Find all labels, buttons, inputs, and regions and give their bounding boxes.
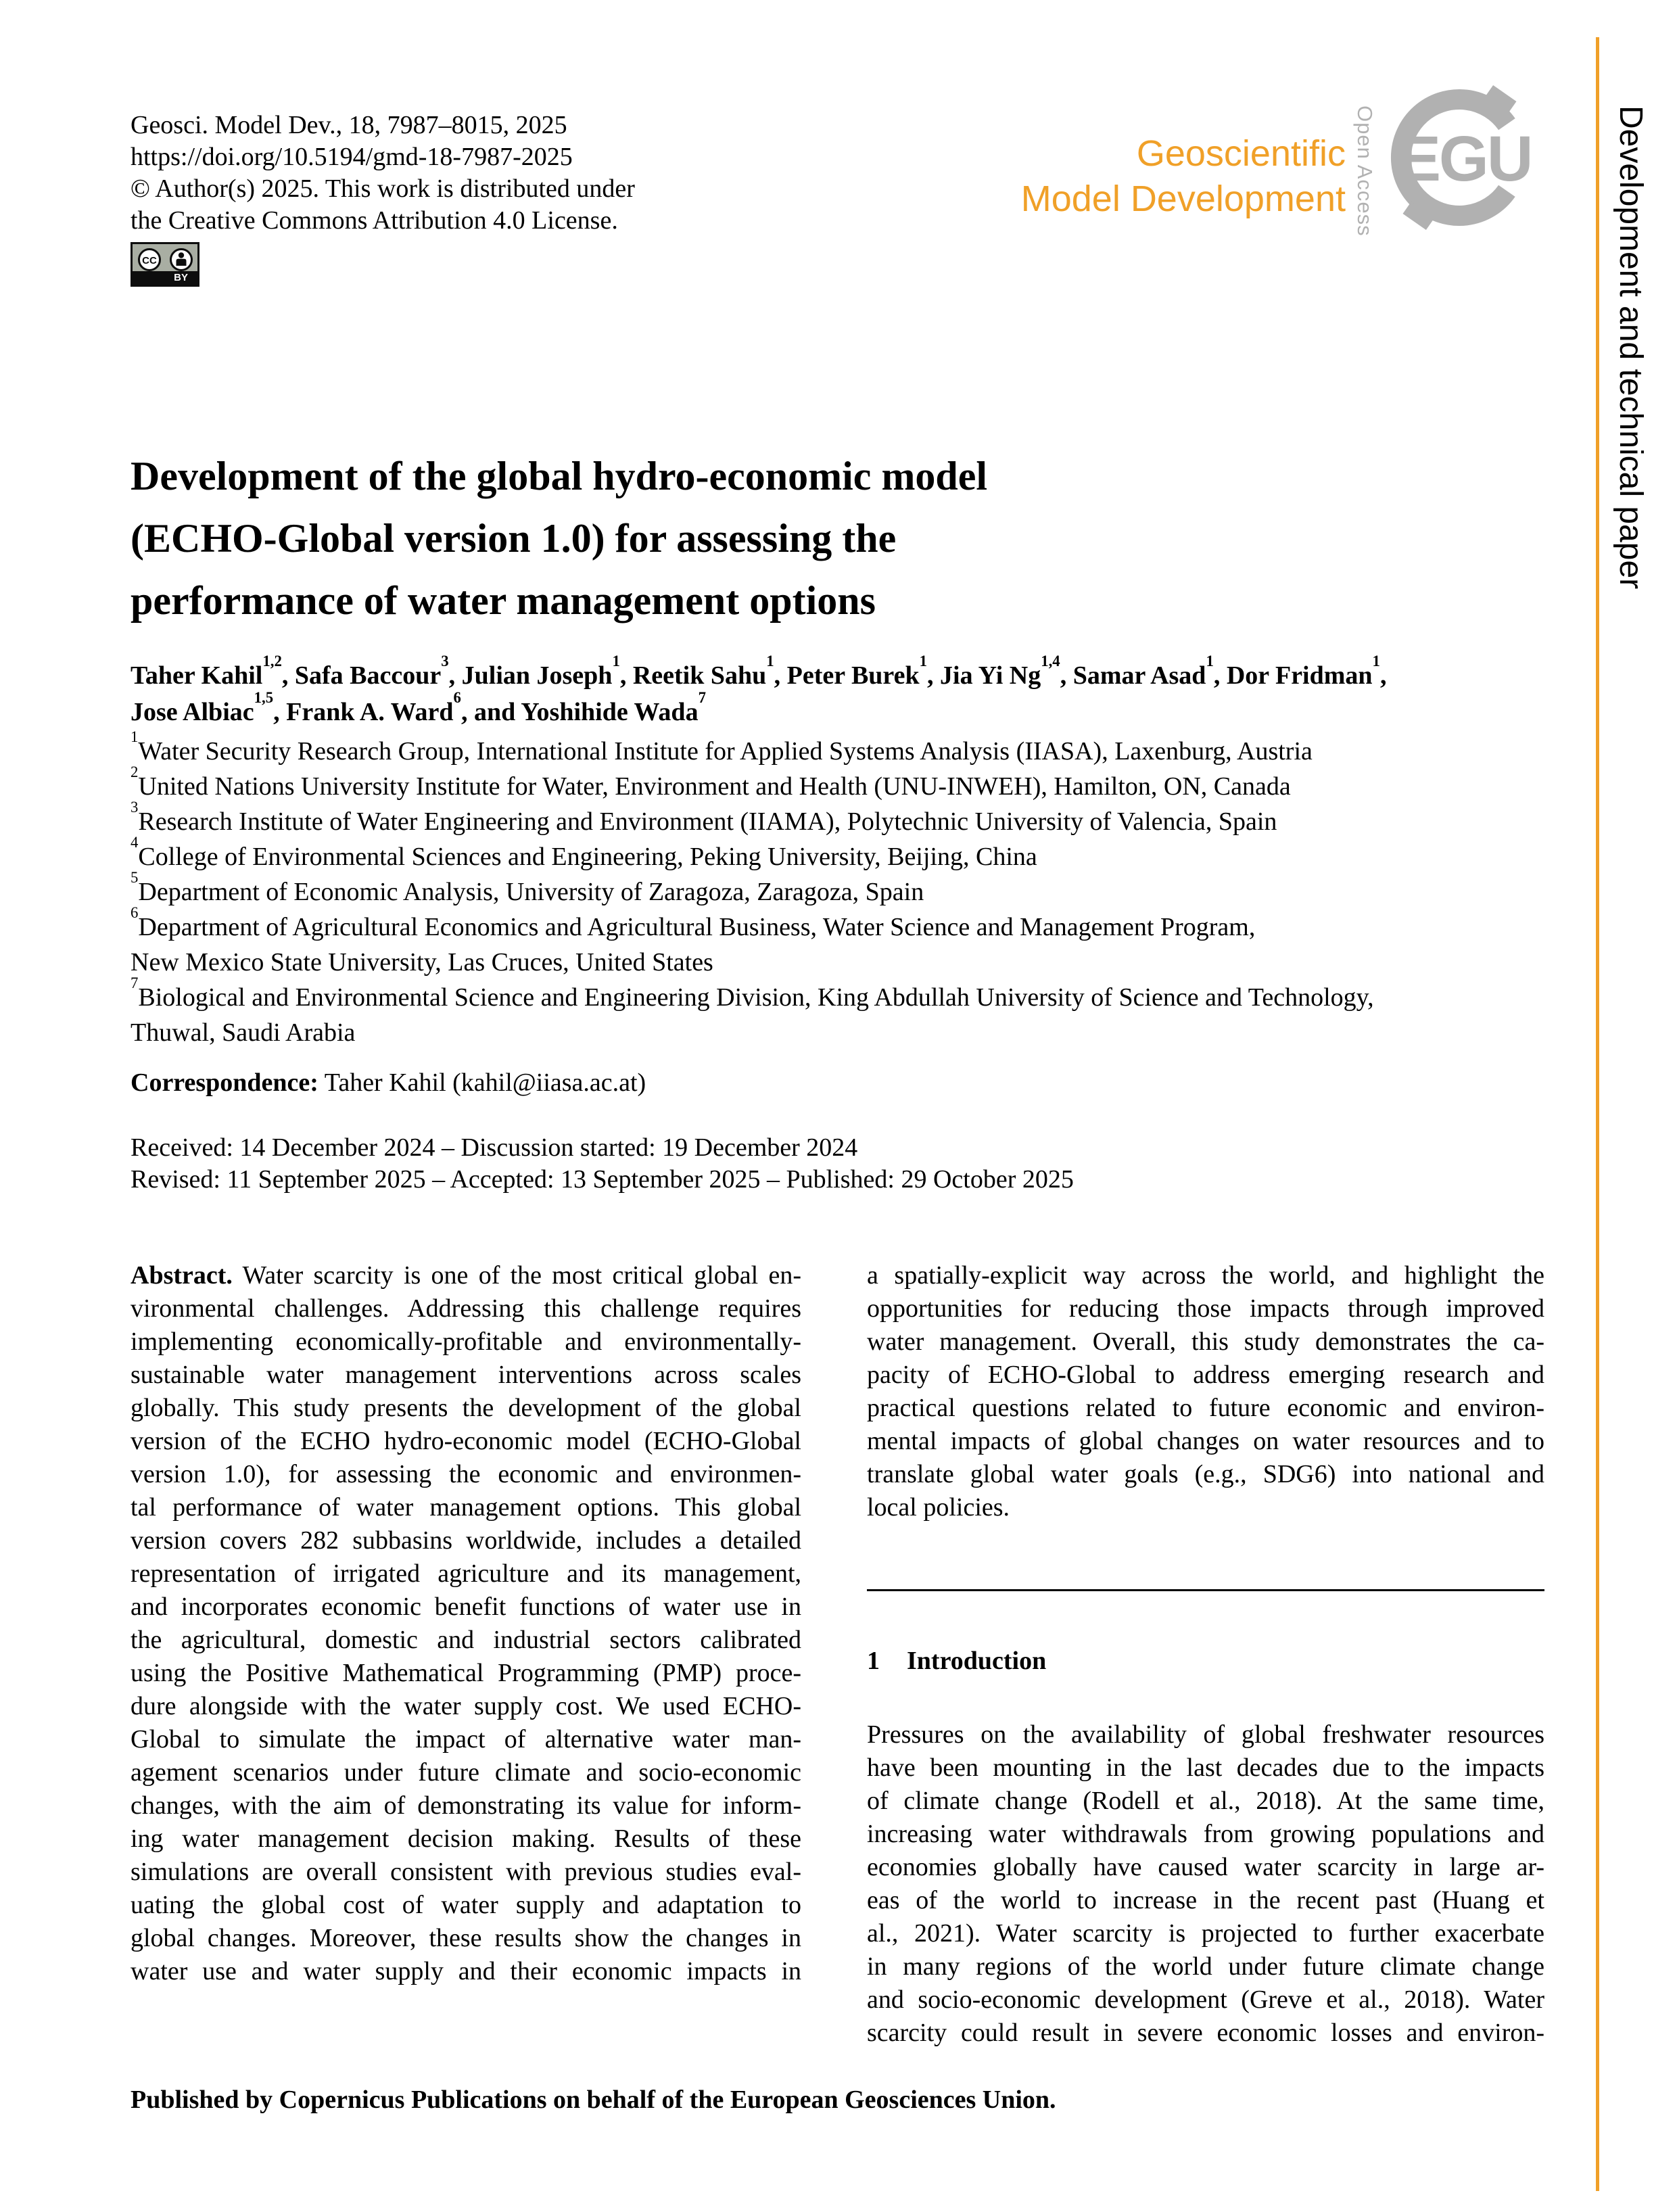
journal-masthead [602, 131, 1346, 222]
section-divider [867, 1589, 1544, 1591]
text-line: globally. This study presents the development of the global [131, 1394, 801, 1422]
text-line: version of the ECHO hydro-economic model (ECHO-Global [131, 1427, 801, 1455]
text-line: and incorporates economic benefit functions of water use in [131, 1593, 801, 1621]
correspondence-label: Correspondence: [131, 1068, 318, 1097]
text-line: representation of irrigated agriculture and its management, [131, 1559, 801, 1588]
text-line: Abstract. Water scarcity is one of the most critical global en- [131, 1261, 801, 1290]
text-line: New Mexico State University, Las Cruces, United States [131, 948, 713, 976]
text-line: local policies. [867, 1493, 1010, 1522]
publisher-footer: Published by Copernicus Publications on behalf of the European Geosciences Union. [131, 2086, 1056, 2114]
text-line: ing water management decision making. Results of these [131, 1825, 801, 1853]
text-line: a spatially-explicit way across the world, and highlight the [867, 1261, 1544, 1290]
text-line: scarcity could result in severe economic losses and environ- [867, 2019, 1544, 2047]
title-line: Development of the global hydro-economic model [131, 454, 988, 498]
text-line: Pressures on the availability of global freshwater resources [867, 1720, 1544, 1749]
copyright-line: © Author(s) 2025. This work is distributed under [131, 174, 635, 203]
introduction-text-column [867, 1718, 1544, 2050]
author-line: Jose Albiac$^{1,5}$, Frank A. Ward$^6$, and Yoshihide Wada$^7$ [131, 688, 706, 726]
cc-by-license-badge[interactable] [131, 242, 199, 287]
affiliations [131, 728, 1584, 1050]
received-line: Received: 14 December 2024 – Discussion started: 19 December 2024 [131, 1133, 858, 1162]
text-line: al., 2021). Water scarcity is projected to further exacerbate [867, 1919, 1544, 1948]
section-number: 1 [867, 1647, 880, 1675]
text-line: of climate change (Rodell et al., 2018). At the same time, [867, 1787, 1544, 1815]
section-title: Introduction [907, 1647, 1047, 1675]
citation-block [131, 110, 635, 237]
text-line: $^3$Research Institute of Water Engineering and Environment (IIAMA), Polytechnic University of Valencia, Spain [131, 798, 1277, 836]
text-line: $^1$Water Security Research Group, International Institute for Applied Systems Analysis (IIASA), Laxenburg, Austria [131, 728, 1313, 766]
text-line: practical questions related to future economic and environ- [867, 1394, 1544, 1422]
journal-citation: Geosci. Model Dev., 18, 7987–8015, 2025 [131, 111, 567, 139]
text-line: have been mounting in the last decades due to the impacts [867, 1754, 1544, 1782]
text-line: increasing water withdrawals from growing populations and [867, 1820, 1544, 1848]
text-line: global changes. Moreover, these results show the changes in [131, 1924, 801, 1952]
text-line: version covers 282 subbasins worldwide, includes a detailed [131, 1526, 801, 1555]
text-line: $^5$Department of Economic Analysis, University of Zaragoza, Zaragoza, Spain [131, 868, 924, 906]
text-line: and socio-economic development (Greve et al., 2018). Water [867, 1985, 1544, 2014]
author-list [131, 652, 1584, 730]
paper-title [131, 445, 1551, 632]
text-line: $^4$College of Environmental Sciences and Engineering, Peking University, Beijing, China [131, 833, 1037, 871]
text-line: uating the global cost of water supply and adaptation to [131, 1891, 801, 1919]
license-line: the Creative Commons Attribution 4.0 License. [131, 206, 618, 235]
text-line: $^6$Department of Agricultural Economics and Agricultural Business, Water Science and Management Program, [131, 903, 1256, 941]
title-line: (ECHO-Global version 1.0) for assessing the [131, 516, 897, 561]
text-line: water use and water supply and their economic impacts in [131, 1957, 801, 1985]
paper-type-side-label: Development and technical paper [1613, 105, 1649, 590]
text-line: eas of the world to increase in the recent past (Huang et [867, 1886, 1544, 1914]
revised-line: Revised: 11 September 2025 – Accepted: 13 September 2025 – Published: 29 October 2025 [131, 1165, 1074, 1194]
article-dates [131, 1132, 1584, 1196]
text-line: using the Positive Mathematical Programming (PMP) proce- [131, 1659, 801, 1687]
text-line: in many regions of the world under future climate change [867, 1952, 1544, 1981]
text-line: Thuwal, Saudi Arabia [131, 1018, 356, 1047]
text-line: mental impacts of global changes on water resources and to [867, 1427, 1544, 1455]
text-line: Global to simulate the impact of alternative water man- [131, 1725, 801, 1754]
journal-name-line2: Model Development [1020, 179, 1346, 219]
text-line: sustainable water management interventions across scales [131, 1361, 801, 1389]
by-label: BY [133, 271, 197, 285]
text-line: changes, with the aim of demonstrating its value for inform- [131, 1791, 801, 1820]
text-line: simulations are overall consistent with previous studies eval- [131, 1858, 801, 1886]
abstract-left-column [131, 1259, 801, 1988]
egu-logo-text: EGU [1398, 123, 1532, 195]
text-line: opportunities for reducing those impacts through improved [867, 1294, 1544, 1323]
correspondence-email[interactable]: Taher Kahil (kahil@iiasa.ac.at) [324, 1068, 646, 1097]
text-line: pacity of ECHO-Global to address emerging research and [867, 1361, 1544, 1389]
text-line: $^2$United Nations University Institute for Water, Environment and Health (UNU-INWEH), Hamilton, ON, Canada [131, 763, 1291, 801]
text-line: vironmental challenges. Addressing this challenge requires [131, 1294, 801, 1323]
text-line: tal performance of water management options. This global [131, 1493, 801, 1522]
text-line: translate global water goals (e.g., SDG6) into national and [867, 1460, 1544, 1488]
open-access-label: Open Access [1353, 105, 1377, 237]
svg-text:CC: CC [142, 255, 157, 266]
text-line: agement scenarios under future climate and socio-economic [131, 1758, 801, 1787]
egu-logo [1384, 80, 1553, 239]
journal-name-line1: Geoscientific [1136, 133, 1346, 174]
correspondence-line [131, 1067, 1584, 1099]
text-line: $^7$Biological and Environmental Science and Engineering Division, King Abdullah University of Science and Technology, [131, 974, 1374, 1012]
author-line: Taher Kahil$^{1,2}$, Safa Baccour$^3$, Julian Joseph$^1$, Reetik Sahu$^1$, Peter Burek$^1$, Jia Yi Ng$^{1,4}$, Samar Asad$^1$, Dor Fridman$^1$, [131, 652, 1387, 690]
text-line: economies globally have caused water scarcity in large ar- [867, 1853, 1544, 1881]
text-line: implementing economically-profitable and environmentally- [131, 1327, 801, 1356]
text-line: water management. Overall, this study demonstrates the ca- [867, 1327, 1544, 1356]
cc-person-icons [137, 246, 197, 273]
text-line: the agricultural, domestic and industrial sectors calibrated [131, 1626, 801, 1654]
accent-rule [1596, 37, 1599, 2191]
doi-link[interactable]: https://doi.org/10.5194/gmd-18-7987-2025 [131, 143, 573, 171]
introduction-heading [867, 1645, 1544, 1678]
abstract-right-column [867, 1259, 1544, 1524]
text-line: version 1.0), for assessing the economic and environmen- [131, 1460, 801, 1488]
text-line: dure alongside with the water supply cost. We used ECHO- [131, 1692, 801, 1720]
title-line: performance of water management options [131, 578, 876, 623]
